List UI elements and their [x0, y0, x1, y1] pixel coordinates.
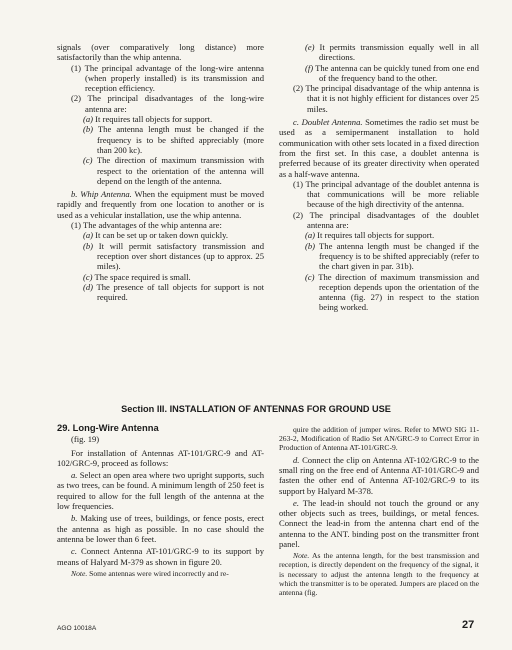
list-item: (1) The advantages of the whip antenna are:: [71, 220, 222, 231]
body-paragraph: a. Select an open area where two upright supports, such as two trees, can be found. A minimum length of 250 feet is required to allow for the full length of the antenna at the low frequencies.: [57, 470, 264, 512]
list-subitem: (a) It requires tall objects for support.: [305, 230, 435, 241]
body-paragraph: d. Connect the clip on Antenna AT-102/GRC-9 to the small ring on the free end of Antenna AT-101/GRC-9 and fasten the other end of Antenna AT-102/GRC-9 to its support by Halyard M-378.: [279, 454, 479, 496]
list-subitem: (c) The space required is small.: [83, 271, 191, 282]
list-item: (1) The principal advantage of the doublet antenna is that communications will be more reliable because of the high directivity of the antenna.: [293, 178, 479, 210]
list-item: (2) The principal disadvantages of the long-wire antenna are:: [71, 93, 264, 114]
list-subitem: (c) The direction of maximum transmission with respect to the orientation of the antenna will depend on the length of the antenna.: [83, 155, 264, 186]
right-column-bottom: [279, 423, 479, 597]
list-subitem: (a) It can be set up or taken down quickly.: [83, 230, 229, 241]
note-paragraph: Note. Some antennas were wired incorrectly and re-: [71, 568, 229, 578]
list-subitem: (f) The antenna can be quickly tuned from one end of the frequency band to the other.: [305, 62, 479, 83]
footer-ago-number: AGO 10018A: [57, 625, 97, 632]
note-paragraph: quire the addition of jumper wires. Refer to MWO SIG 11-263-2, Modification of Radio Set AN/GRC-9 to Correct Error in Production of Antenna AT-101/GRC-9.: [279, 425, 479, 453]
body-paragraph: b. Making use of trees, buildings, or fence posts, erect the antenna as high as possible. In no case should the antenna be lower than 6 feet.: [57, 513, 264, 544]
page-number: 27: [462, 619, 475, 631]
list-subitem: (b) The antenna length must be changed if the frequency is to be shifted appreciably (refer to the chart given in par. 31b).: [305, 240, 479, 272]
list-item: (1) The principal advantage of the long-wire antenna (when properly installed) is its transmission and reception efficiency.: [71, 62, 264, 94]
list-subitem: (c) The direction of maximum transmission and reception depends upon the orientation of the antenna (fig. 27) in respect to the station being worked.: [305, 271, 479, 313]
list-subitem: (e) It permits transmission equally well in all directions.: [305, 42, 479, 63]
body-paragraph: signals (over comparatively long distance) more satisfactorily than the whip antenna.: [57, 42, 264, 63]
left-column-top: [57, 42, 264, 302]
section-heading: Section III. INSTALLATION OF ANTENNAS FOR GROUND USE: [121, 404, 391, 414]
paragraph-heading: 29. Long-Wire Antenna: [57, 422, 159, 433]
list-item: (2) The principal disadvantage of the whip antenna is that it is not highly efficient for distances over 25 miles.: [293, 83, 479, 114]
note-paragraph: Note. As the antenna length, for the best transmission and reception, is directly dependent on the frequency of the signal, it is necessary to adjust the antenna length to the frequency at which the transmitter is to be operated. Jumpers are placed on the antenna (fig.: [279, 551, 479, 598]
list-subitem: (b) It will permit satisfactory transmission and reception over short distances (up to approx. 25 miles).: [83, 240, 264, 272]
list-item: (2) The principal disadvantages of the doublet antenna are:: [293, 209, 479, 231]
subsection-paragraph: b. Whip Antenna. When the equipment must be moved rapidly and frequently from one location to another or is used as a vehicular installation, use the whip antenna.: [57, 189, 264, 220]
body-paragraph: For installation of Antennas AT-101/GRC-9 and AT-102/GRC-9, proceed as follows:: [57, 447, 264, 468]
figure-reference: (fig. 19): [71, 434, 100, 445]
right-column-top: [279, 42, 479, 313]
subsection-paragraph: c. Doublet Antenna. Sometimes the radio set must be used as a semipermanent installation to hold communication with other sets located in a fixed direction from the first set. In this case, a doublet antenna is preferred because of its greater directivity when operated as a half-wave antenna.: [279, 117, 479, 179]
left-column-bottom: [57, 423, 264, 578]
list-subitem: (a) It requires tall objects for support.: [83, 114, 213, 125]
body-paragraph: c. Connect Antenna AT-101/GRC-9 to its support by means of Halyard M-379 as shown in figure 20.: [57, 546, 264, 567]
list-subitem: (d) The presence of tall objects for support is not required.: [83, 281, 264, 303]
list-subitem: (b) The antenna length must be changed if the frequency is to be shifted appreciably (more than 200 kc).: [83, 124, 264, 155]
body-paragraph: e. The lead-in should not touch the ground or any other objects such as trees, buildings, or metal fences. Connect the lead-in from the antenna chart end of the antenna to the ANT. binding post on the transmitter front panel.: [279, 497, 479, 549]
